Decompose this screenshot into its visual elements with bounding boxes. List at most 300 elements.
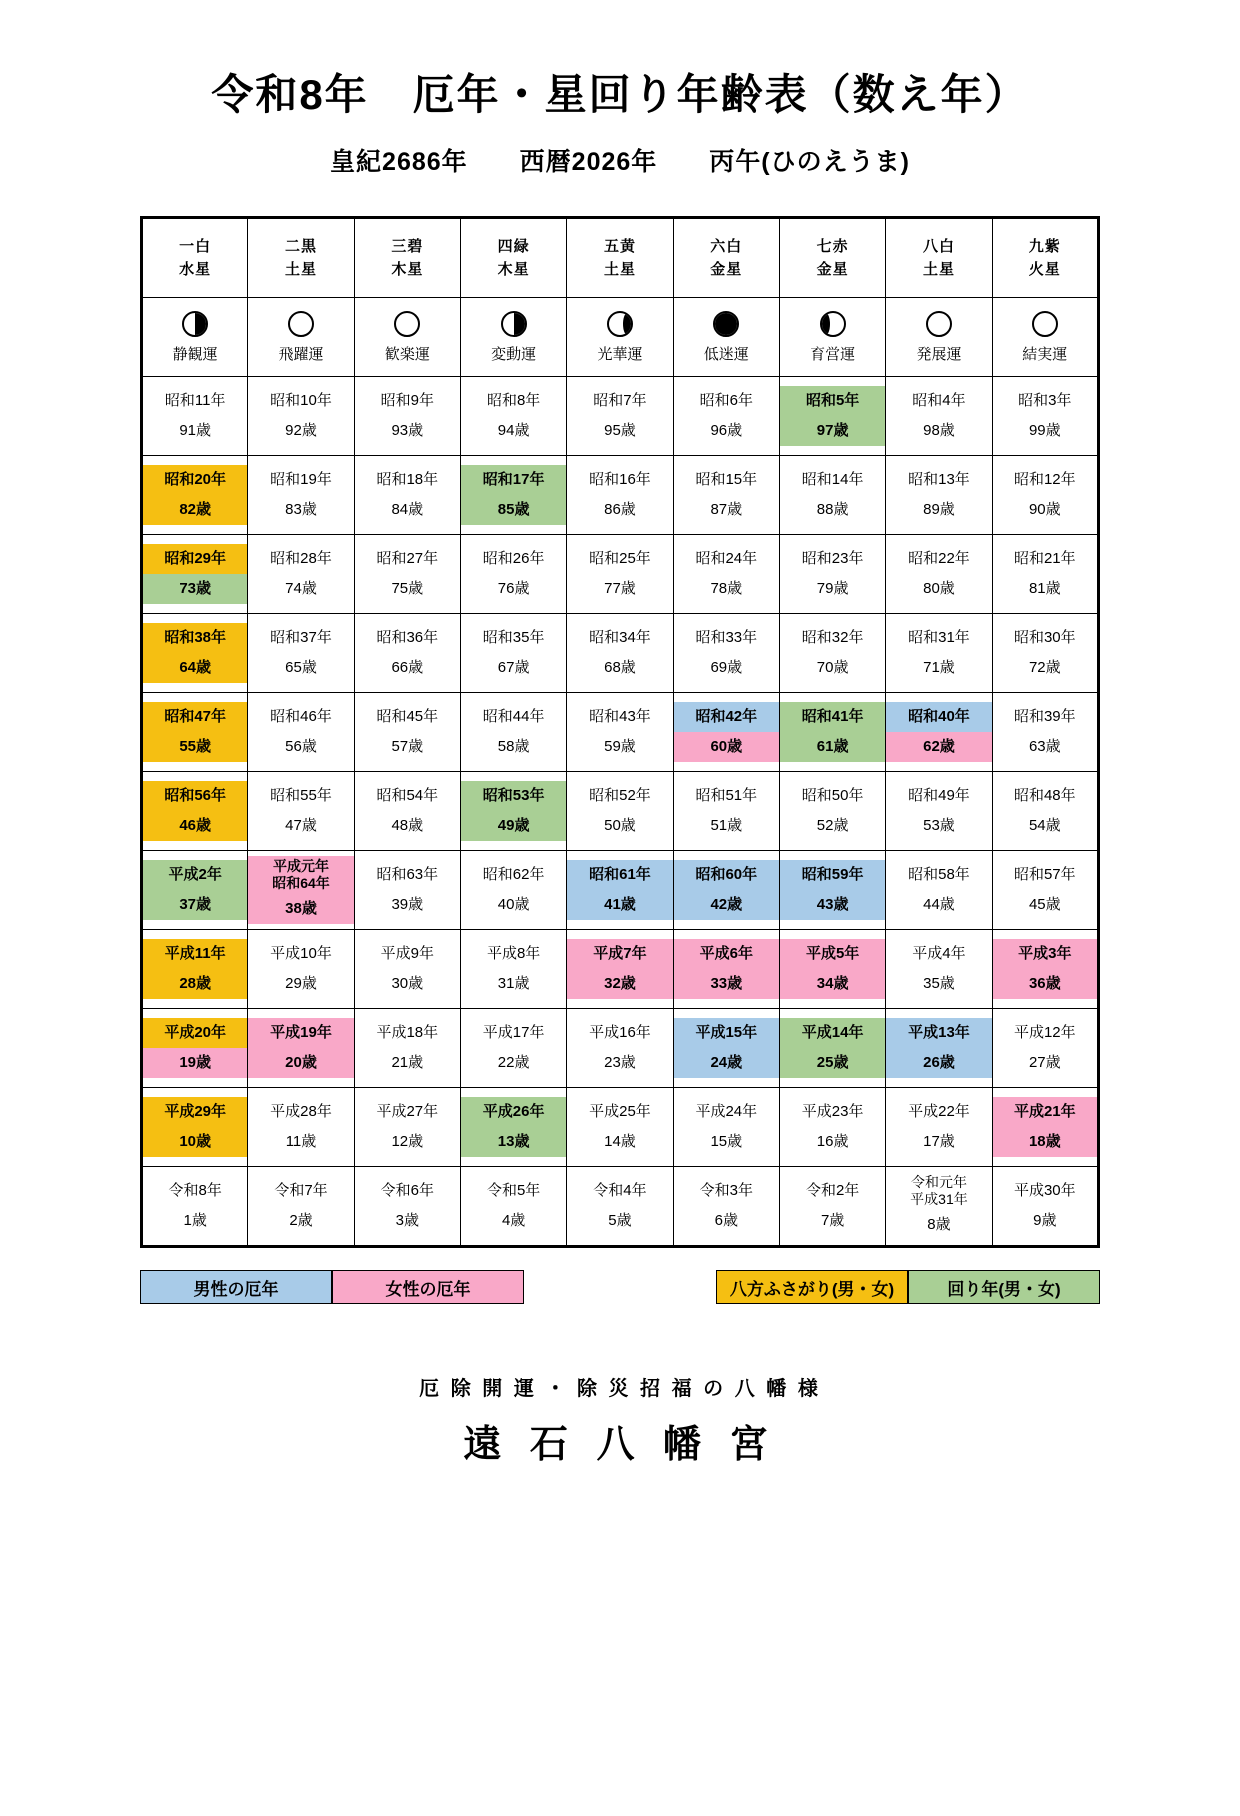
column-header-name1: 六白 bbox=[710, 237, 743, 255]
era-year: 平成30年 bbox=[993, 1176, 1097, 1206]
year-age-cell bbox=[460, 693, 566, 772]
year-age-cell bbox=[354, 1009, 460, 1088]
age-value: 85歳 bbox=[461, 495, 566, 525]
column-header-name1: 一白 bbox=[179, 237, 212, 255]
era-year: 昭和31年 bbox=[886, 623, 991, 653]
era-year: 昭和16年 bbox=[567, 465, 672, 495]
year-age-cell bbox=[142, 1009, 248, 1088]
era-year: 昭和44年 bbox=[461, 702, 566, 732]
moon-luck-cell-2 bbox=[248, 298, 354, 377]
era-year: 平成6年 bbox=[674, 939, 779, 969]
era-year: 昭和22年 bbox=[886, 544, 991, 574]
era-year: 昭和56年 bbox=[143, 781, 247, 811]
year-age-cell bbox=[142, 535, 248, 614]
era-year: 平成19年 bbox=[248, 1018, 353, 1048]
era-year: 平成13年 bbox=[886, 1018, 991, 1048]
age-value: 23歳 bbox=[567, 1048, 672, 1078]
moon-luck-cell-7 bbox=[779, 298, 885, 377]
year-age-cell bbox=[886, 377, 992, 456]
table-header-row bbox=[142, 218, 1099, 298]
era-year: 平成21年 bbox=[993, 1097, 1097, 1127]
age-value: 56歳 bbox=[248, 732, 353, 762]
age-value: 81歳 bbox=[993, 574, 1097, 604]
age-value: 54歳 bbox=[993, 811, 1097, 841]
era-year: 平成17年 bbox=[461, 1018, 566, 1048]
age-value: 89歳 bbox=[886, 495, 991, 525]
year-age-cell bbox=[248, 851, 354, 930]
era-year: 昭和7年 bbox=[567, 386, 672, 416]
era-year: 昭和32年 bbox=[780, 623, 885, 653]
column-header-name1: 三碧 bbox=[391, 237, 424, 255]
year-age-cell bbox=[779, 1009, 885, 1088]
year-age-cell bbox=[460, 772, 566, 851]
moon-luck-cell-9 bbox=[992, 298, 1098, 377]
age-value: 70歳 bbox=[780, 653, 885, 683]
year-age-cell bbox=[460, 377, 566, 456]
era-year: 昭和52年 bbox=[567, 781, 672, 811]
moon-luck-cell-4 bbox=[460, 298, 566, 377]
age-value: 82歳 bbox=[143, 495, 247, 525]
age-value: 34歳 bbox=[780, 969, 885, 999]
era-year: 昭和11年 bbox=[143, 386, 247, 416]
age-value: 60歳 bbox=[674, 732, 779, 762]
era-year: 令和4年 bbox=[567, 1176, 672, 1206]
age-value: 31歳 bbox=[461, 969, 566, 999]
year-age-cell bbox=[142, 693, 248, 772]
legend-group-right bbox=[716, 1270, 1100, 1304]
luck-label: 育営運 bbox=[810, 345, 856, 363]
age-value: 25歳 bbox=[780, 1048, 885, 1078]
age-value: 86歳 bbox=[567, 495, 672, 525]
moon-luck-cell-8 bbox=[886, 298, 992, 377]
year-age-cell bbox=[354, 693, 460, 772]
era-year: 平成12年 bbox=[993, 1018, 1097, 1048]
age-value: 96歳 bbox=[674, 416, 779, 446]
era-year: 昭和41年 bbox=[780, 702, 885, 732]
year-age-cell bbox=[992, 772, 1098, 851]
column-header-name2: 木星 bbox=[497, 261, 530, 278]
year-age-cell bbox=[248, 535, 354, 614]
table-row bbox=[142, 772, 1099, 851]
age-value: 29歳 bbox=[248, 969, 353, 999]
era-year: 昭和37年 bbox=[248, 623, 353, 653]
year-age-cell bbox=[779, 614, 885, 693]
era-year: 昭和46年 bbox=[248, 702, 353, 732]
moon-phase-icon bbox=[1032, 311, 1058, 337]
year-age-cell bbox=[886, 772, 992, 851]
era-year: 昭和21年 bbox=[993, 544, 1097, 574]
year-age-cell bbox=[142, 614, 248, 693]
age-value: 74歳 bbox=[248, 574, 353, 604]
year-age-cell bbox=[354, 456, 460, 535]
year-age-cell bbox=[460, 456, 566, 535]
luck-label: 飛躍運 bbox=[278, 345, 324, 363]
era-year: 昭和63年 bbox=[355, 860, 460, 890]
era-year: 平成5年 bbox=[780, 939, 885, 969]
era-year: 昭和51年 bbox=[674, 781, 779, 811]
year-age-cell bbox=[354, 377, 460, 456]
era-year: 令和7年 bbox=[248, 1176, 353, 1206]
year-age-cell bbox=[567, 772, 673, 851]
era-year: 昭和45年 bbox=[355, 702, 460, 732]
era-year: 平成18年 bbox=[355, 1018, 460, 1048]
age-value: 84歳 bbox=[355, 495, 460, 525]
luck-label: 結実運 bbox=[1022, 345, 1068, 363]
age-value: 97歳 bbox=[780, 416, 885, 446]
era-year: 昭和58年 bbox=[886, 860, 991, 890]
age-value: 83歳 bbox=[248, 495, 353, 525]
year-age-cell bbox=[673, 693, 779, 772]
era-year: 昭和50年 bbox=[780, 781, 885, 811]
moon-phase-icon bbox=[713, 311, 739, 337]
era-year: 昭和48年 bbox=[993, 781, 1097, 811]
age-value: 24歳 bbox=[674, 1048, 779, 1078]
era-year: 昭和20年 bbox=[143, 465, 247, 495]
era-year: 昭和15年 bbox=[674, 465, 779, 495]
table-row bbox=[142, 377, 1099, 456]
year-age-cell bbox=[779, 535, 885, 614]
age-value: 19歳 bbox=[143, 1048, 247, 1078]
age-value: 52歳 bbox=[780, 811, 885, 841]
age-value: 65歳 bbox=[248, 653, 353, 683]
year-age-cell bbox=[354, 1088, 460, 1167]
age-value: 27歳 bbox=[993, 1048, 1097, 1078]
page-title: 令和8年 厄年・星回り年齢表（数え年） bbox=[211, 71, 1029, 118]
era-year: 昭和5年 bbox=[780, 386, 885, 416]
luck-label: 歓楽運 bbox=[384, 345, 430, 363]
column-header-2 bbox=[248, 218, 354, 298]
year-age-cell bbox=[673, 1167, 779, 1247]
era-year: 平成28年 bbox=[248, 1097, 353, 1127]
year-age-cell bbox=[567, 614, 673, 693]
age-value: 2歳 bbox=[248, 1206, 353, 1236]
era-year: 平成2年 bbox=[143, 860, 247, 890]
year-age-cell bbox=[248, 377, 354, 456]
legend-item-right-2: 回り年(男・女) bbox=[908, 1270, 1100, 1304]
age-value: 50歳 bbox=[567, 811, 672, 841]
year-age-cell bbox=[779, 851, 885, 930]
table-row bbox=[142, 851, 1099, 930]
age-value: 55歳 bbox=[143, 732, 247, 762]
moon-phase-icon bbox=[926, 311, 952, 337]
era-year: 昭和24年 bbox=[674, 544, 779, 574]
era-year: 昭和40年 bbox=[886, 702, 991, 732]
moon-luck-row bbox=[142, 298, 1099, 377]
year-age-cell bbox=[460, 930, 566, 1009]
year-age-cell bbox=[886, 1167, 992, 1247]
year-age-cell bbox=[567, 1167, 673, 1247]
column-header-name2: 金星 bbox=[816, 261, 849, 278]
age-value: 75歳 bbox=[355, 574, 460, 604]
year-age-cell bbox=[779, 930, 885, 1009]
age-value: 32歳 bbox=[567, 969, 672, 999]
age-value: 46歳 bbox=[143, 811, 247, 841]
year-age-cell bbox=[567, 377, 673, 456]
year-age-cell bbox=[354, 1167, 460, 1247]
year-age-cell bbox=[248, 693, 354, 772]
age-value: 3歳 bbox=[355, 1206, 460, 1236]
era-year: 昭和55年 bbox=[248, 781, 353, 811]
era-year: 昭和8年 bbox=[461, 386, 566, 416]
year-age-cell bbox=[992, 1167, 1098, 1247]
age-value: 11歳 bbox=[248, 1127, 353, 1157]
moon-phase-icon bbox=[607, 311, 633, 337]
era-year: 平成22年 bbox=[886, 1097, 991, 1127]
era-year: 昭和34年 bbox=[567, 623, 672, 653]
year-age-cell bbox=[886, 1088, 992, 1167]
era-year: 令和元年 平成31年 bbox=[886, 1172, 991, 1210]
era-year: 昭和57年 bbox=[993, 860, 1097, 890]
column-header-4 bbox=[460, 218, 566, 298]
year-age-cell bbox=[567, 1088, 673, 1167]
column-header-name2: 水星 bbox=[179, 261, 212, 278]
age-value: 36歳 bbox=[993, 969, 1097, 999]
year-age-cell bbox=[354, 772, 460, 851]
column-header-name1: 五黄 bbox=[603, 237, 636, 255]
age-value: 17歳 bbox=[886, 1127, 991, 1157]
year-age-cell bbox=[354, 930, 460, 1009]
column-header-name2: 火星 bbox=[1028, 261, 1061, 278]
era-year: 昭和33年 bbox=[674, 623, 779, 653]
year-age-cell bbox=[779, 693, 885, 772]
era-year: 昭和9年 bbox=[355, 386, 460, 416]
age-value: 43歳 bbox=[780, 890, 885, 920]
footer-shrine-name: 遠 石 八 幡 宮 bbox=[463, 1424, 777, 1466]
age-value: 10歳 bbox=[143, 1127, 247, 1157]
era-year: 昭和38年 bbox=[143, 623, 247, 653]
age-value: 62歳 bbox=[886, 732, 991, 762]
era-year: 昭和53年 bbox=[461, 781, 566, 811]
age-value: 95歳 bbox=[567, 416, 672, 446]
era-year: 令和6年 bbox=[355, 1176, 460, 1206]
column-header-8 bbox=[886, 218, 992, 298]
era-year: 昭和35年 bbox=[461, 623, 566, 653]
year-age-cell bbox=[567, 456, 673, 535]
era-year: 昭和4年 bbox=[886, 386, 991, 416]
luck-label: 光華運 bbox=[597, 345, 643, 363]
age-value: 21歳 bbox=[355, 1048, 460, 1078]
era-year: 昭和14年 bbox=[780, 465, 885, 495]
age-value: 15歳 bbox=[674, 1127, 779, 1157]
moon-luck-cell-1 bbox=[142, 298, 248, 377]
year-age-cell bbox=[567, 693, 673, 772]
age-value: 87歳 bbox=[674, 495, 779, 525]
era-year: 昭和43年 bbox=[567, 702, 672, 732]
age-value: 18歳 bbox=[993, 1127, 1097, 1157]
column-header-6 bbox=[673, 218, 779, 298]
year-age-cell bbox=[354, 535, 460, 614]
age-value: 93歳 bbox=[355, 416, 460, 446]
column-header-name1: 四緑 bbox=[497, 237, 530, 255]
era-year: 平成9年 bbox=[355, 939, 460, 969]
age-value: 45歳 bbox=[993, 890, 1097, 920]
moon-luck-cell-5 bbox=[567, 298, 673, 377]
age-value: 4歳 bbox=[461, 1206, 566, 1236]
year-age-cell bbox=[460, 1088, 566, 1167]
age-value: 88歳 bbox=[780, 495, 885, 525]
year-age-cell bbox=[460, 535, 566, 614]
table-row bbox=[142, 1088, 1099, 1167]
era-year: 昭和3年 bbox=[993, 386, 1097, 416]
age-value: 9歳 bbox=[993, 1206, 1097, 1236]
era-year: 昭和28年 bbox=[248, 544, 353, 574]
era-year: 令和5年 bbox=[461, 1176, 566, 1206]
era-year: 平成3年 bbox=[993, 939, 1097, 969]
era-year: 平成元年 昭和64年 bbox=[248, 856, 353, 894]
era-year: 平成26年 bbox=[461, 1097, 566, 1127]
year-age-cell bbox=[992, 377, 1098, 456]
age-value: 38歳 bbox=[248, 894, 353, 924]
column-header-name2: 土星 bbox=[603, 261, 636, 278]
age-value: 14歳 bbox=[567, 1127, 672, 1157]
legend-item-left-1: 男性の厄年 bbox=[140, 1270, 332, 1304]
year-age-cell bbox=[886, 456, 992, 535]
luck-label: 低迷運 bbox=[703, 345, 749, 363]
age-value: 98歳 bbox=[886, 416, 991, 446]
era-year: 昭和62年 bbox=[461, 860, 566, 890]
moon-phase-icon bbox=[394, 311, 420, 337]
year-age-cell bbox=[673, 456, 779, 535]
era-year: 昭和6年 bbox=[674, 386, 779, 416]
year-age-cell bbox=[460, 614, 566, 693]
luck-label: 静観運 bbox=[172, 345, 218, 363]
era-year: 昭和25年 bbox=[567, 544, 672, 574]
moon-phase-icon bbox=[182, 311, 208, 337]
era-year: 平成23年 bbox=[780, 1097, 885, 1127]
era-year: 昭和54年 bbox=[355, 781, 460, 811]
legend-item-left-2: 女性の厄年 bbox=[332, 1270, 524, 1304]
age-value: 77歳 bbox=[567, 574, 672, 604]
age-value: 92歳 bbox=[248, 416, 353, 446]
era-year: 昭和26年 bbox=[461, 544, 566, 574]
era-year: 昭和10年 bbox=[248, 386, 353, 416]
moon-phase-icon bbox=[820, 311, 846, 337]
year-age-cell bbox=[992, 930, 1098, 1009]
age-value: 64歳 bbox=[143, 653, 247, 683]
year-age-cell bbox=[567, 1009, 673, 1088]
table-row bbox=[142, 1009, 1099, 1088]
year-age-cell bbox=[248, 772, 354, 851]
table-row bbox=[142, 614, 1099, 693]
year-age-cell bbox=[779, 772, 885, 851]
column-header-7 bbox=[779, 218, 885, 298]
age-value: 35歳 bbox=[886, 969, 991, 999]
footer-tagline: 厄 除 開 運 ・ 除 災 招 福 の 八 幡 様 bbox=[419, 1378, 821, 1400]
era-year: 令和3年 bbox=[674, 1176, 779, 1206]
age-value: 41歳 bbox=[567, 890, 672, 920]
age-value: 48歳 bbox=[355, 811, 460, 841]
era-year: 令和8年 bbox=[143, 1176, 247, 1206]
era-year: 平成24年 bbox=[674, 1097, 779, 1127]
year-age-cell bbox=[992, 1009, 1098, 1088]
era-year: 昭和49年 bbox=[886, 781, 991, 811]
page-root bbox=[0, 62, 1240, 1816]
age-value: 72歳 bbox=[993, 653, 1097, 683]
era-year: 令和2年 bbox=[780, 1176, 885, 1206]
column-header-name2: 木星 bbox=[391, 261, 424, 278]
era-year: 平成14年 bbox=[780, 1018, 885, 1048]
legend-group-left bbox=[140, 1270, 524, 1304]
year-age-cell bbox=[992, 614, 1098, 693]
age-value: 51歳 bbox=[674, 811, 779, 841]
luck-label: 発展運 bbox=[916, 345, 962, 363]
age-value: 99歳 bbox=[993, 416, 1097, 446]
age-value: 26歳 bbox=[886, 1048, 991, 1078]
age-value: 13歳 bbox=[461, 1127, 566, 1157]
moon-luck-cell-6 bbox=[673, 298, 779, 377]
year-age-cell bbox=[354, 851, 460, 930]
age-value: 59歳 bbox=[567, 732, 672, 762]
year-age-cell bbox=[673, 930, 779, 1009]
year-age-cell bbox=[142, 456, 248, 535]
table-row bbox=[142, 535, 1099, 614]
age-value: 90歳 bbox=[993, 495, 1097, 525]
era-year: 平成27年 bbox=[355, 1097, 460, 1127]
era-year: 平成16年 bbox=[567, 1018, 672, 1048]
year-age-cell bbox=[886, 693, 992, 772]
table-row bbox=[142, 930, 1099, 1009]
year-age-cell bbox=[460, 851, 566, 930]
age-value: 68歳 bbox=[567, 653, 672, 683]
era-year: 昭和29年 bbox=[143, 544, 247, 574]
legend-item-right-1: 八方ふさがり(男・女) bbox=[716, 1270, 908, 1304]
column-header-name2: 土星 bbox=[922, 261, 955, 278]
age-value: 57歳 bbox=[355, 732, 460, 762]
year-age-cell bbox=[992, 535, 1098, 614]
era-year: 昭和36年 bbox=[355, 623, 460, 653]
age-value: 6歳 bbox=[674, 1206, 779, 1236]
year-age-cell bbox=[673, 377, 779, 456]
year-age-cell bbox=[248, 1088, 354, 1167]
age-value: 53歳 bbox=[886, 811, 991, 841]
year-age-cell bbox=[673, 772, 779, 851]
era-year: 昭和19年 bbox=[248, 465, 353, 495]
age-value: 49歳 bbox=[461, 811, 566, 841]
legend bbox=[140, 1270, 1100, 1304]
table-row bbox=[142, 1167, 1099, 1247]
moon-luck-cell-3 bbox=[354, 298, 460, 377]
age-value: 7歳 bbox=[780, 1206, 885, 1236]
moon-phase-icon bbox=[501, 311, 527, 337]
era-year: 平成29年 bbox=[143, 1097, 247, 1127]
year-age-cell bbox=[142, 930, 248, 1009]
age-value: 67歳 bbox=[461, 653, 566, 683]
age-value: 16歳 bbox=[780, 1127, 885, 1157]
moon-phase-icon bbox=[288, 311, 314, 337]
year-age-cell bbox=[673, 614, 779, 693]
year-age-cell bbox=[673, 1009, 779, 1088]
column-header-name2: 金星 bbox=[710, 261, 743, 278]
year-age-cell bbox=[142, 1088, 248, 1167]
year-age-cell bbox=[142, 772, 248, 851]
column-header-name1: 八白 bbox=[922, 237, 955, 255]
age-value: 94歳 bbox=[461, 416, 566, 446]
era-year: 昭和39年 bbox=[993, 702, 1097, 732]
age-value: 12歳 bbox=[355, 1127, 460, 1157]
year-age-cell bbox=[460, 1009, 566, 1088]
age-value: 66歳 bbox=[355, 653, 460, 683]
age-value: 42歳 bbox=[674, 890, 779, 920]
era-year: 昭和47年 bbox=[143, 702, 247, 732]
yakudoshi-table bbox=[140, 216, 1100, 1248]
year-age-cell bbox=[992, 1088, 1098, 1167]
age-value: 20歳 bbox=[248, 1048, 353, 1078]
year-age-cell bbox=[779, 1088, 885, 1167]
age-value: 40歳 bbox=[461, 890, 566, 920]
year-age-cell bbox=[673, 535, 779, 614]
era-year: 昭和18年 bbox=[355, 465, 460, 495]
year-age-cell bbox=[248, 614, 354, 693]
